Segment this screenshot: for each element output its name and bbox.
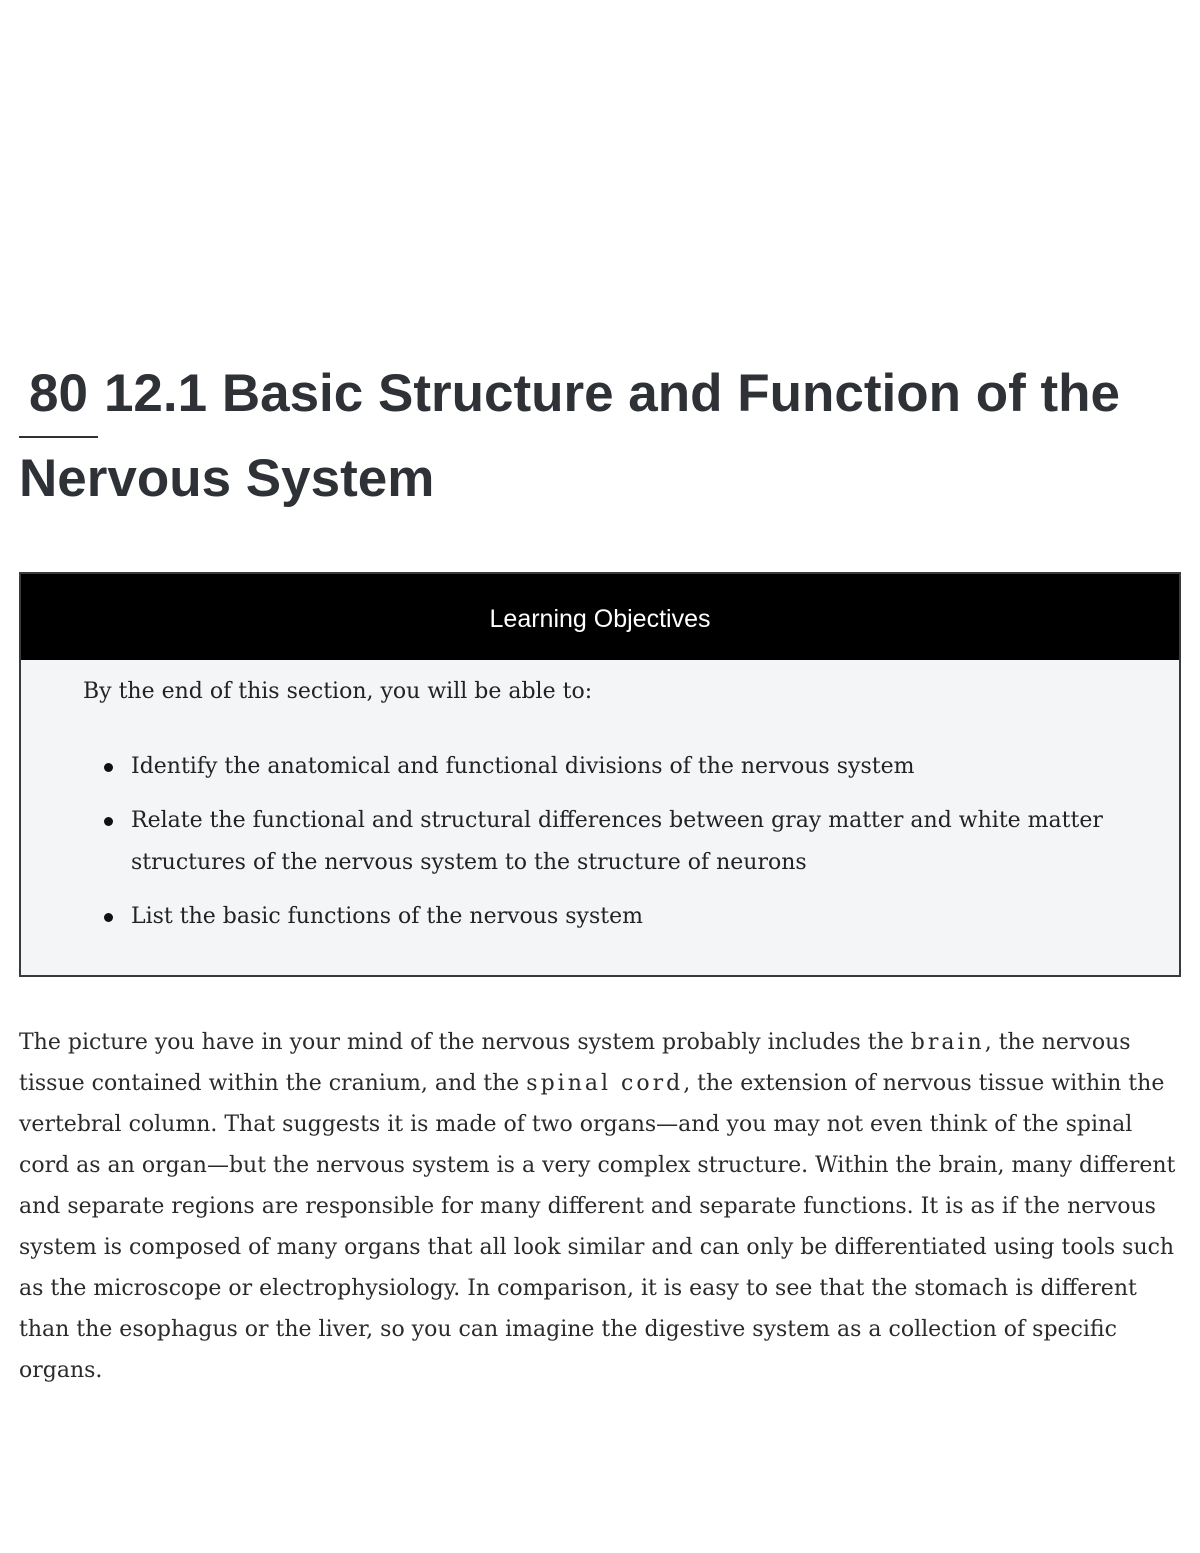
learning-objectives-heading: Learning Objectives (21, 574, 1179, 660)
chapter-title (19, 352, 1181, 520)
paragraph-text: , the nervous tissue contained within the cranium, and the (19, 1030, 1131, 1096)
learning-objectives-list (103, 746, 1113, 950)
chapter-number: 80 (19, 352, 98, 438)
learning-objectives-intro: By the end of this section, you will be able to: (83, 679, 593, 704)
paragraph-text: , the extension of nervous tissue within the vertebral column. That suggests it is made of two organs—and you may not even think of the spinal cord as an organ—but the nervous system is a very complex structure. Within the brain, many different and separate regions are responsible for many different and separate functions. It is as if the nervous system is composed of many organs that all look similar and can only be differentiated using tools such as the microscope or electrophysiology. In comparison, it is easy to see that the stomach is different than the esophagus or the liver, so you can imagine the digestive system as a collection of specific organs. (19, 1071, 1176, 1383)
list-item: Relate the functional and structural differences between gray matter and white matter structures of the nervous system to the structure of neurons (103, 800, 1113, 884)
list-item: Identify the anatomical and functional divisions of the nervous system (103, 746, 1113, 788)
body-paragraph (19, 1022, 1181, 1391)
chapter-title-text: 12.1 Basic Structure and Function of the Nervous System (19, 364, 1120, 508)
paragraph-text: The picture you have in your mind of the nervous system probably includes the (19, 1030, 911, 1055)
list-item: List the basic functions of the nervous system (103, 896, 1113, 938)
term-brain: brain (910, 1030, 985, 1055)
term-spinal-cord: spinal cord (526, 1071, 684, 1096)
learning-objectives-box (19, 572, 1181, 977)
